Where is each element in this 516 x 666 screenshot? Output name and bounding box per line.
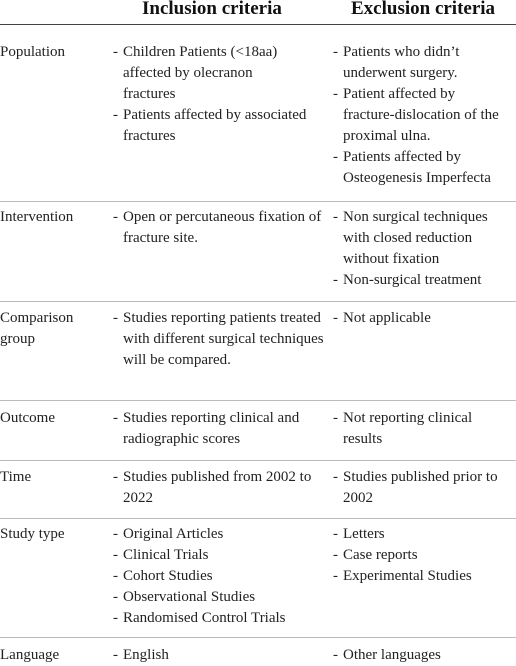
row-label: Population bbox=[0, 44, 66, 60]
table-row bbox=[0, 645, 516, 664]
table-row bbox=[0, 408, 516, 461]
list-item: - Non surgical techniques with closed reduction without fixation bbox=[333, 209, 488, 267]
header-rule bbox=[0, 24, 516, 25]
list-item: - Observational Studies bbox=[113, 589, 256, 605]
list-item: - Open or percutaneous fixation of fracture site. bbox=[113, 209, 322, 246]
list-item: - Letters bbox=[333, 526, 385, 542]
row-label: Intervention bbox=[0, 209, 74, 225]
list-item: - Non-surgical treatment bbox=[333, 272, 482, 288]
list-item: - Original Articles bbox=[113, 526, 224, 542]
exclusion-cell bbox=[333, 408, 516, 450]
list-item: - Patients affected by associated fractures bbox=[113, 107, 307, 144]
inclusion-cell bbox=[113, 645, 328, 666]
exclusion-cell bbox=[333, 467, 516, 509]
list-item: - Other languages bbox=[333, 647, 441, 663]
exclusion-cell bbox=[333, 645, 516, 666]
exclusion-cell bbox=[333, 42, 516, 189]
inclusion-cell bbox=[113, 308, 328, 371]
row-divider bbox=[0, 301, 516, 302]
table-row bbox=[0, 467, 516, 519]
list-item: - Case reports bbox=[333, 547, 418, 563]
table-row bbox=[0, 207, 516, 302]
exclusion-header: Exclusion criteria bbox=[351, 0, 496, 19]
exclusion-cell bbox=[333, 308, 516, 329]
inclusion-header: Inclusion criteria bbox=[142, 0, 282, 19]
list-item: - Not reporting clinical results bbox=[333, 410, 473, 447]
table-row bbox=[0, 524, 516, 638]
table-row bbox=[0, 308, 516, 401]
inclusion-cell bbox=[113, 207, 328, 249]
table-header bbox=[0, 0, 516, 24]
list-item: - Studies published prior to 2002 bbox=[333, 469, 498, 506]
row-label: Time bbox=[0, 469, 32, 485]
list-item: - Cohort Studies bbox=[113, 568, 213, 584]
list-item: - Patients who didn’t underwent surgery. bbox=[333, 44, 460, 81]
list-item: - Studies reporting clinical and radiographic scores bbox=[113, 410, 300, 447]
list-item: - English bbox=[113, 647, 169, 663]
row-label: Comparison group bbox=[0, 310, 74, 347]
list-item: - Patients affected by Osteogenesis Imperfecta bbox=[333, 149, 491, 186]
table-row bbox=[0, 42, 516, 202]
list-item: - Studies published from 2002 to 2022 bbox=[113, 469, 312, 506]
inclusion-cell bbox=[113, 408, 328, 450]
list-item: - Clinical Trials bbox=[113, 547, 209, 563]
row-divider bbox=[0, 201, 516, 202]
row-label: Language bbox=[0, 647, 60, 663]
list-item: - Patient affected by fracture-dislocation of the proximal ulna. bbox=[333, 86, 499, 144]
list-item: - Not applicable bbox=[333, 310, 431, 326]
list-item: - Children Patients (<18aa) affected by olecranon fractures bbox=[113, 44, 278, 102]
inclusion-cell bbox=[113, 467, 328, 509]
row-divider bbox=[0, 400, 516, 401]
row-label: Study type bbox=[0, 526, 65, 542]
list-item: - Randomised Control Trials bbox=[113, 610, 286, 626]
inclusion-cell bbox=[113, 42, 328, 147]
list-item: - Experimental Studies bbox=[333, 568, 472, 584]
inclusion-cell bbox=[113, 524, 328, 629]
row-divider bbox=[0, 637, 516, 638]
row-label: Outcome bbox=[0, 410, 55, 426]
row-divider bbox=[0, 460, 516, 461]
exclusion-cell bbox=[333, 524, 516, 587]
exclusion-cell bbox=[333, 207, 516, 291]
list-item: - Studies reporting patients treated with different surgical techniques will be compared. bbox=[113, 310, 324, 368]
row-divider bbox=[0, 518, 516, 519]
